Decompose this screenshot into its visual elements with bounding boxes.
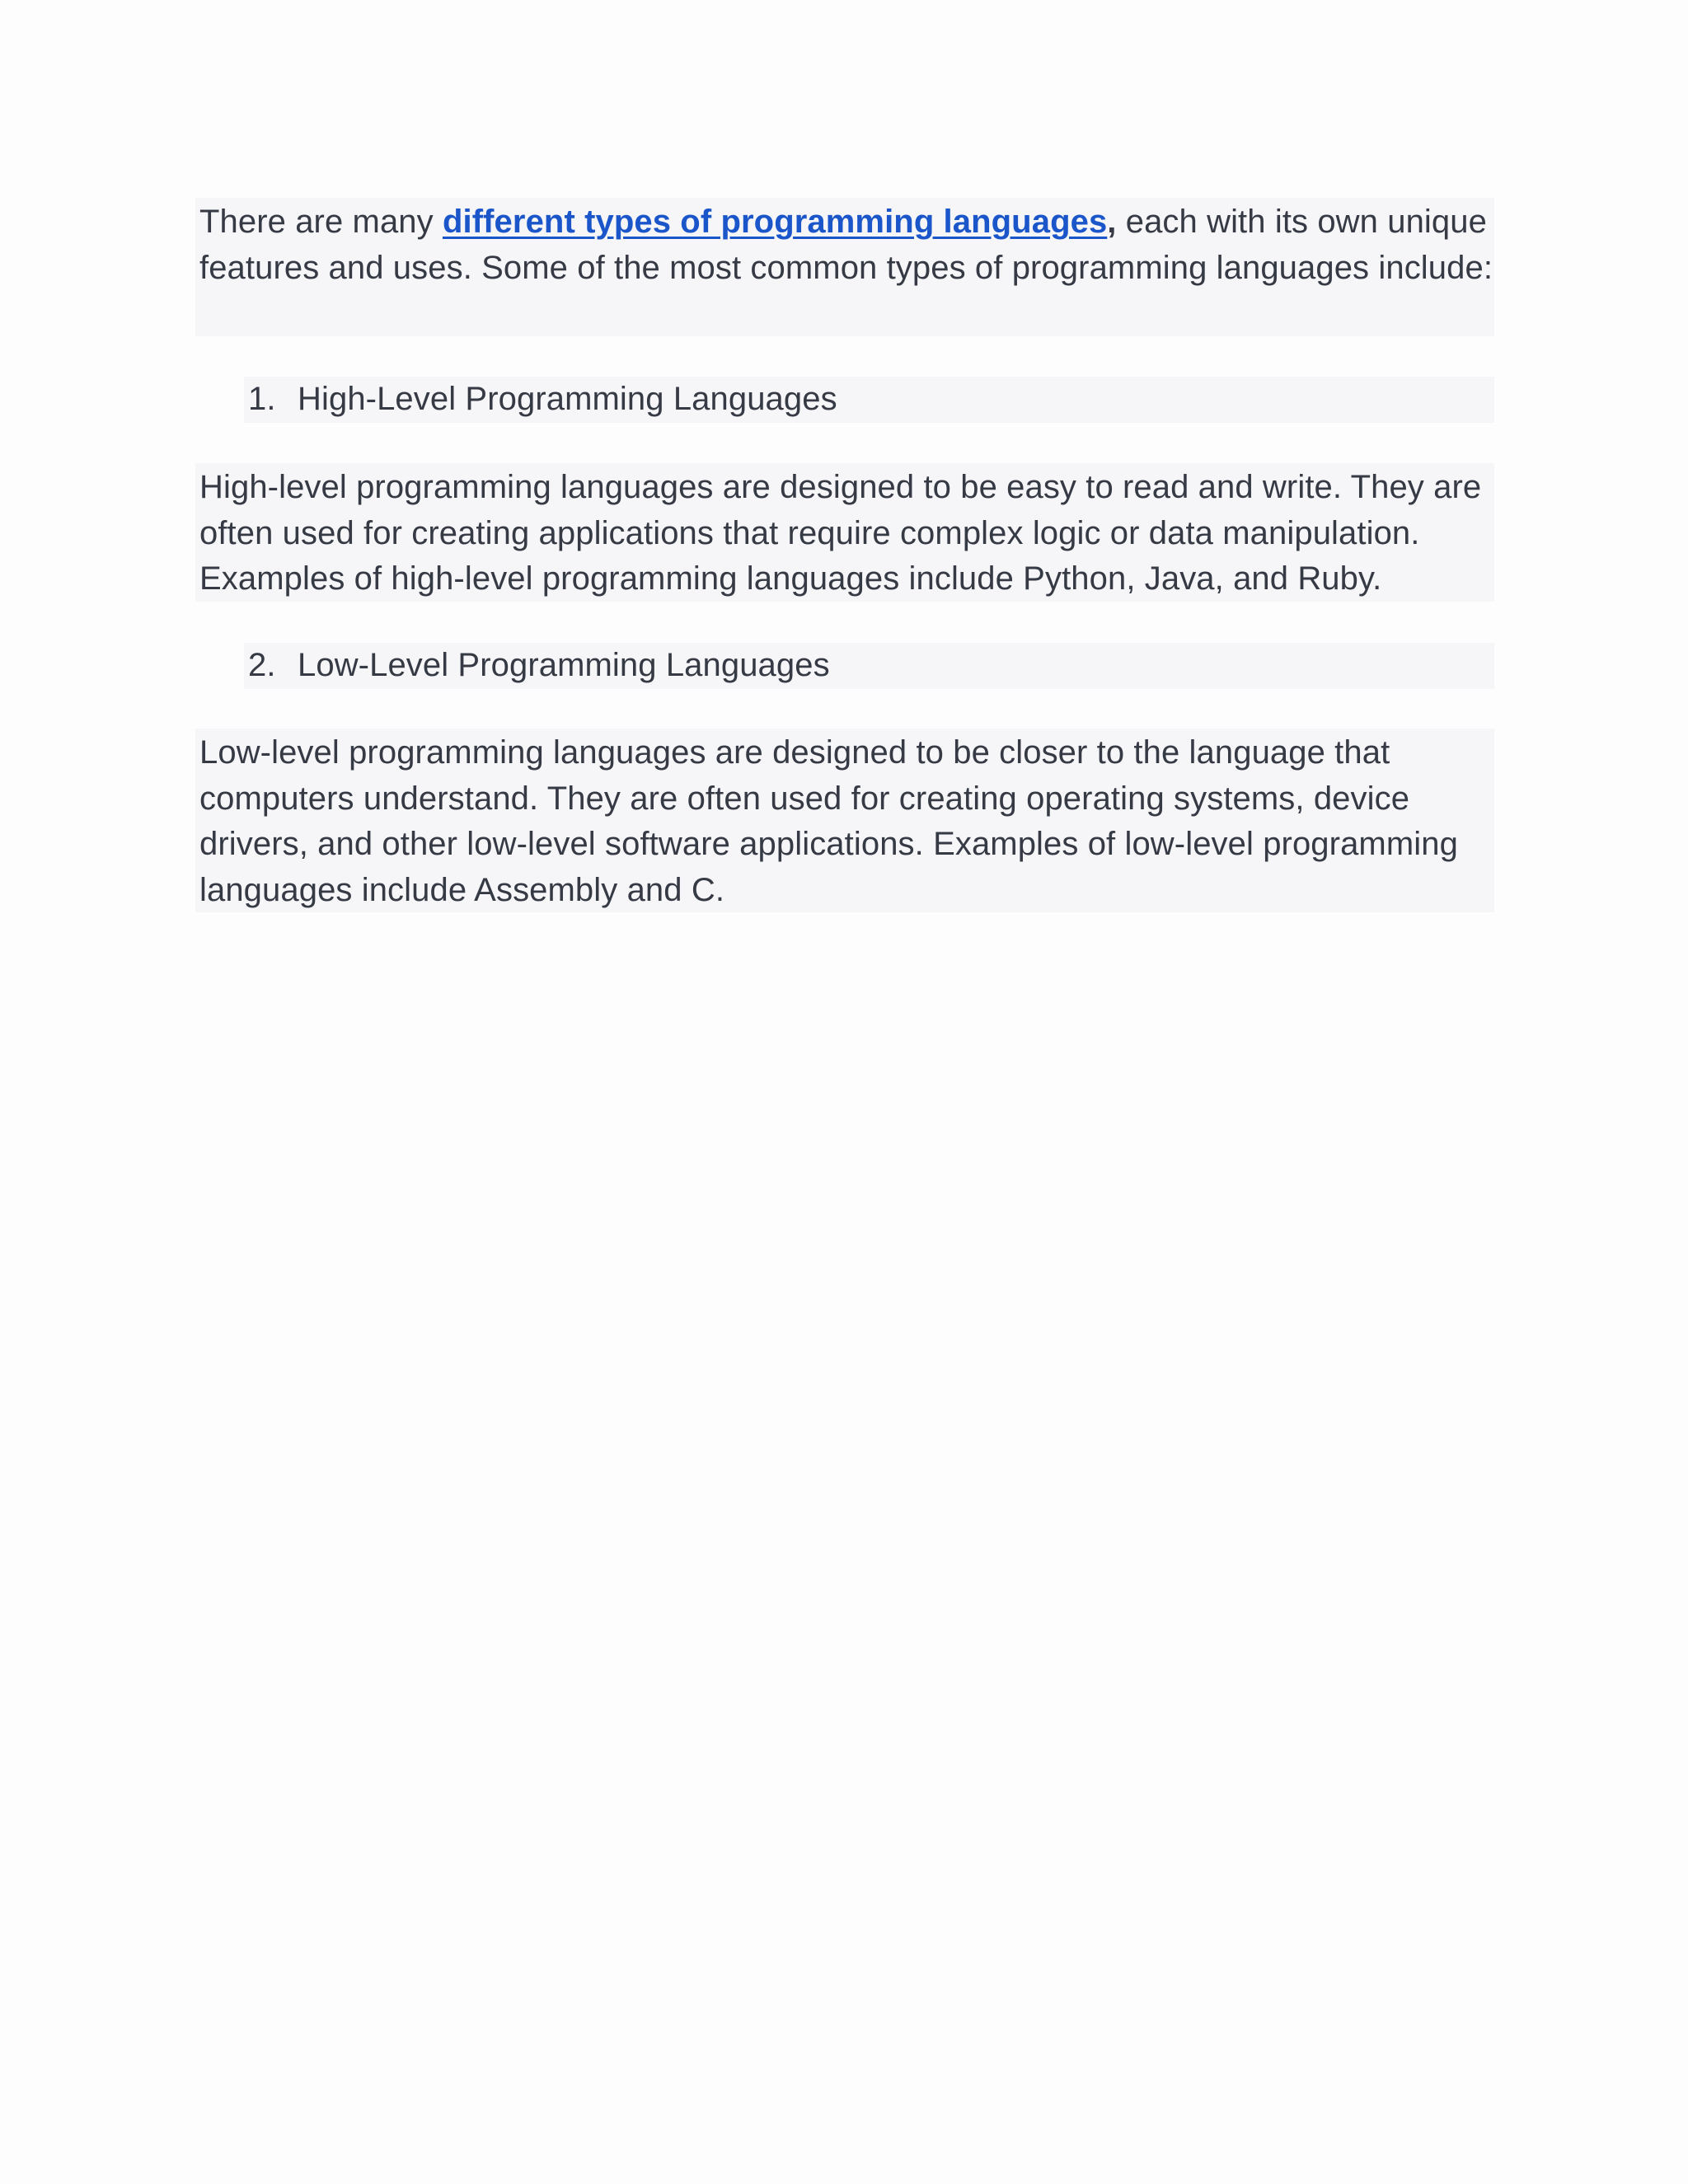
intro-text-before-link: There are many <box>199 204 443 240</box>
intro-paragraph <box>195 198 1494 336</box>
list-item-number: 2. <box>248 647 276 683</box>
list-item-label: Low-Level Programming Languages <box>298 647 830 683</box>
intro-text-after-link: each with its own unique features and uses. Some of the most common types of programming languages include: <box>199 204 1493 286</box>
list-item-label: High-Level Programming Languages <box>298 381 837 417</box>
programming-languages-link[interactable]: different types of programming languages <box>442 204 1108 240</box>
list-item-low-level <box>244 643 1494 689</box>
intro-link-comma: , <box>1107 204 1117 240</box>
high-level-paragraph: High-level programming languages are designed to be easy to read and write. They are often used for creating applications that require complex logic or data manipulation. Examples of high-level programming languages include Python, Java, and Ruby. <box>195 463 1494 602</box>
list-item-high-level <box>244 377 1494 423</box>
low-level-paragraph: Low-level programming languages are designed to be closer to the language that computers understand. They are often used for creating operating systems, device drivers, and other low-level software applications. Examples of low-level programming languages include Assembly and C. <box>195 729 1494 912</box>
list-item-number: 1. <box>248 381 276 417</box>
